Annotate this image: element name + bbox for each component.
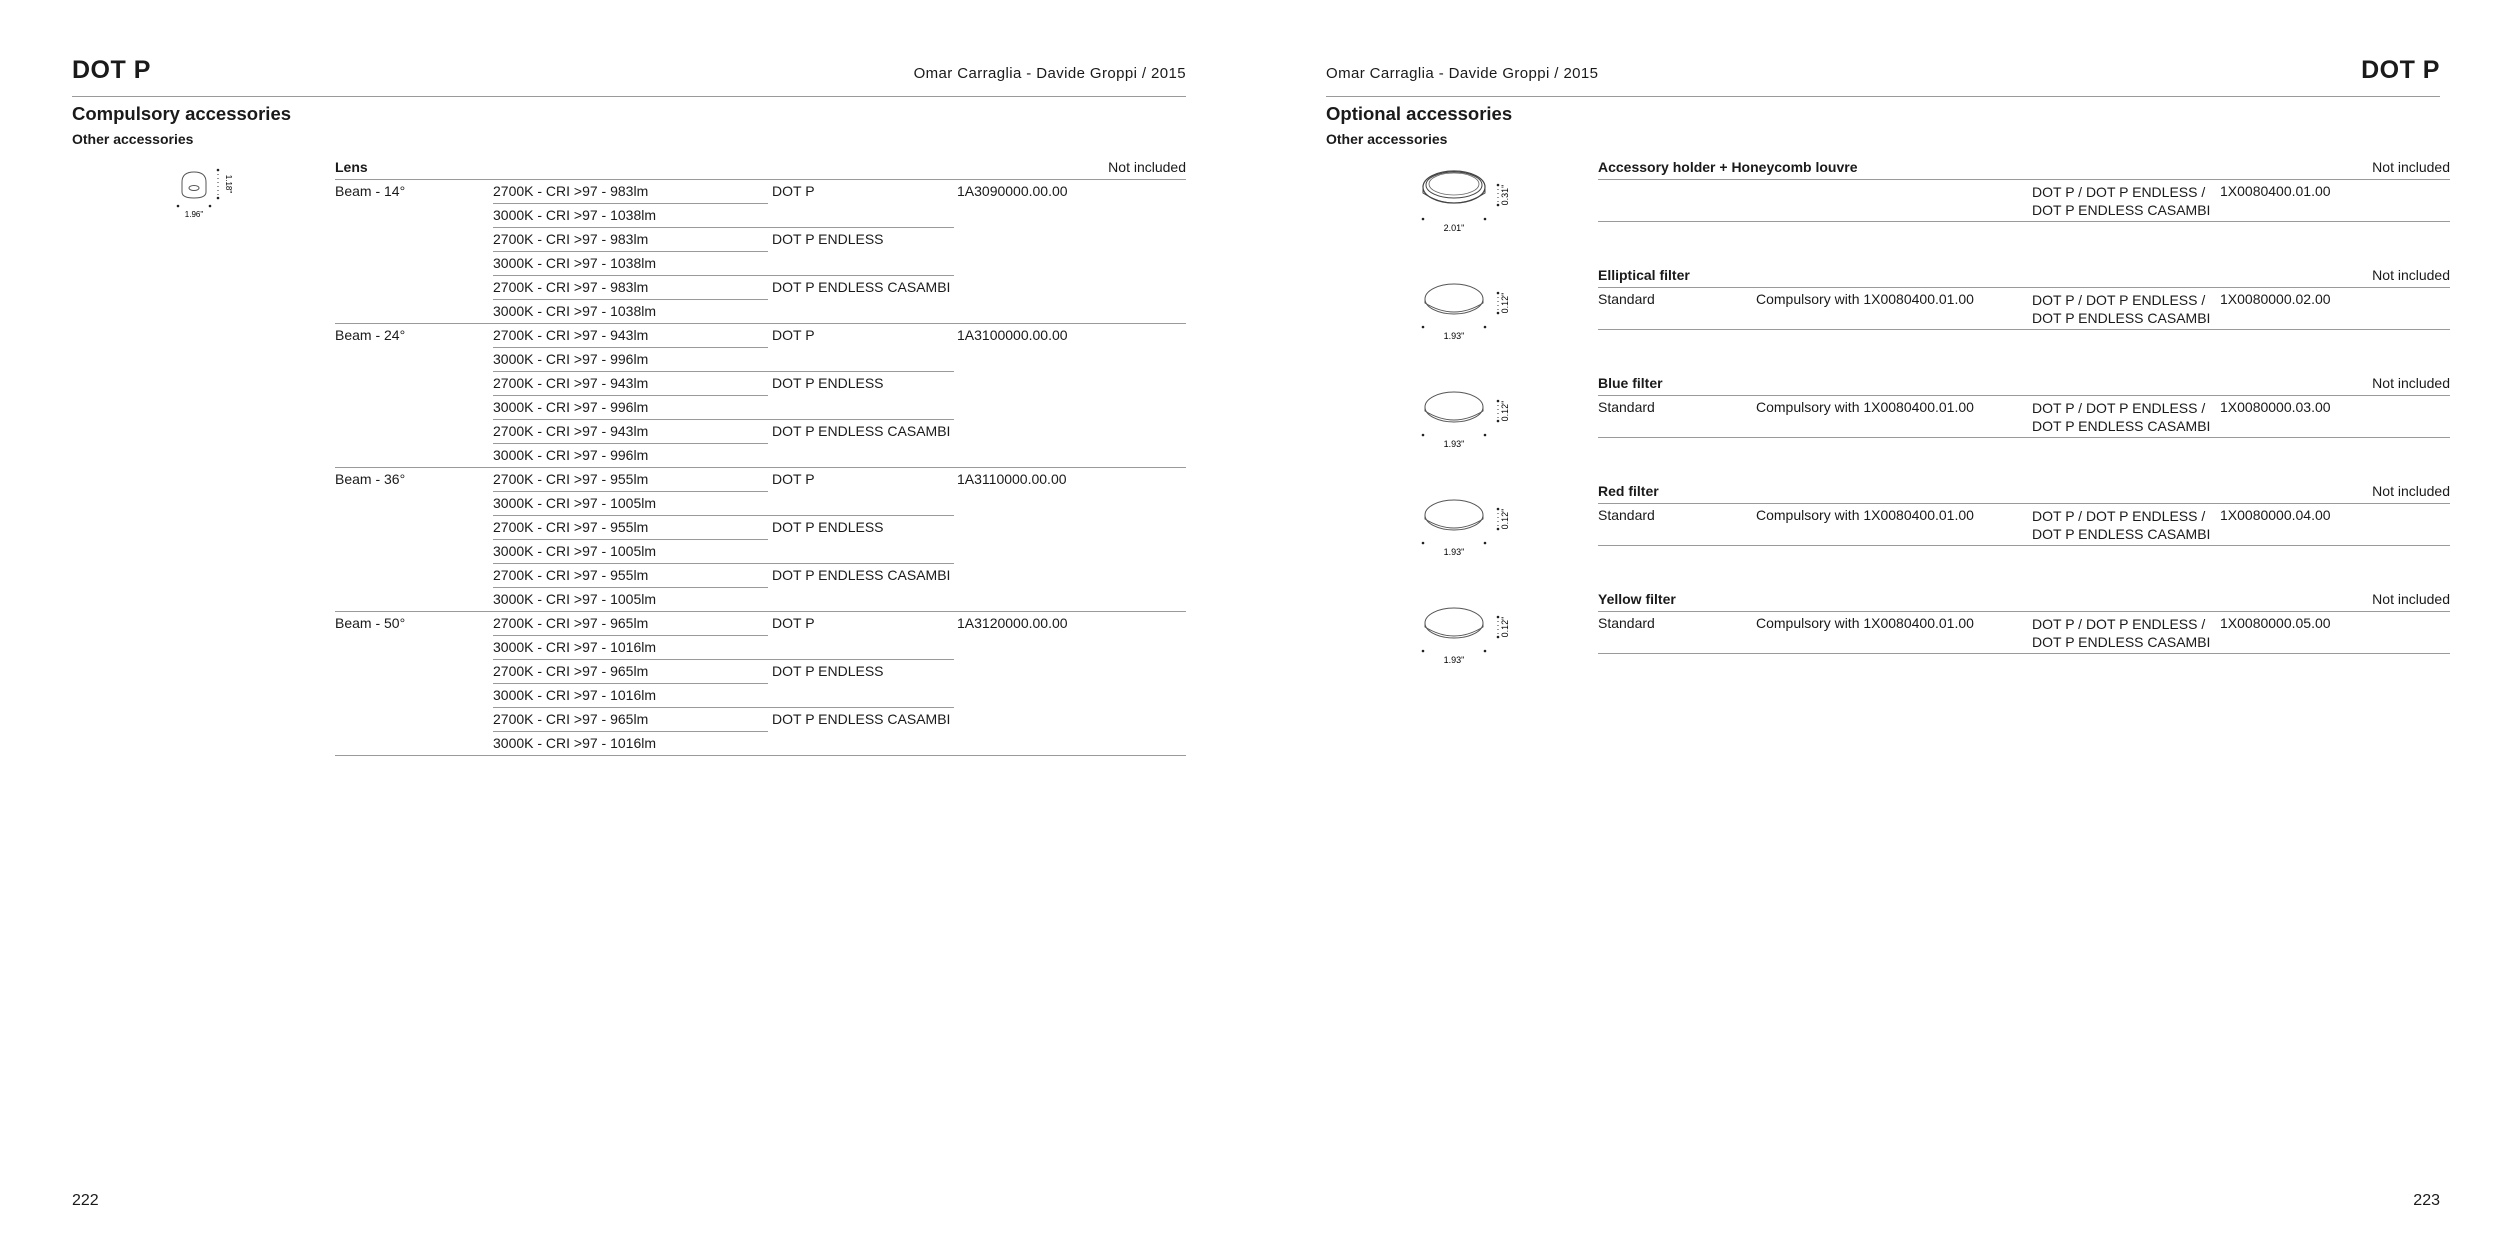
header-divider	[72, 96, 1186, 97]
lumen-row	[493, 180, 768, 204]
header-divider	[1326, 96, 2440, 97]
lumen-row	[493, 468, 768, 492]
lumen-row	[493, 444, 768, 467]
lumen-value: 3000K - CRI >97 - 1038lm	[493, 255, 657, 271]
accessory-row	[1598, 288, 2450, 330]
lumen-value: 2700K - CRI >97 - 965lm	[493, 615, 649, 631]
lumen-row	[493, 588, 768, 611]
accessory-row	[1598, 504, 2450, 546]
lumen-value: 3000K - CRI >97 - 996lm	[493, 399, 649, 415]
included-label: Not included	[2372, 591, 2450, 607]
lumen-value: 2700K - CRI >97 - 965lm	[493, 711, 649, 727]
lumen-row	[493, 636, 768, 660]
article-code: 1X0080400.01.00	[2220, 183, 2331, 199]
lumen-row	[493, 324, 768, 348]
lumen-value: 2700K - CRI >97 - 943lm	[493, 375, 649, 391]
accessory-header	[1598, 481, 2450, 504]
beam-group	[335, 324, 1186, 468]
lumen-row	[493, 300, 768, 323]
lumen-value: 2700K - CRI >97 - 983lm	[493, 231, 649, 247]
accessory-products: DOT P / DOT P ENDLESS / DOT P ENDLESS CASAMBI	[2032, 400, 2211, 434]
lumen-row	[493, 732, 768, 755]
accessory-title: Blue filter	[1598, 375, 1663, 391]
lumen-row	[493, 252, 768, 276]
lumen-value: 3000K - CRI >97 - 1005lm	[493, 591, 657, 607]
lumen-value: 3000K - CRI >97 - 1016lm	[493, 639, 657, 655]
accessory-variant: Standard	[1598, 615, 1655, 631]
lumen-row	[493, 564, 768, 588]
product-name: DOT P ENDLESS	[772, 231, 884, 247]
accessory-table	[1598, 265, 2450, 330]
article-code: 1A3090000.00.00	[957, 183, 1068, 199]
product-cell	[768, 420, 954, 467]
beam-label: Beam - 36°	[335, 471, 406, 487]
product-name: DOT P ENDLESS CASAMBI	[772, 711, 951, 727]
lens-drawing	[170, 160, 250, 226]
accessory-table	[1598, 373, 2450, 438]
lumen-value: 3000K - CRI >97 - 1016lm	[493, 735, 657, 751]
lens-table-title: Lens	[335, 159, 368, 175]
lumen-value: 2700K - CRI >97 - 943lm	[493, 423, 649, 439]
drawing-height-label: 0.12"	[1500, 400, 1510, 422]
accessory-variant: Standard	[1598, 291, 1655, 307]
filter-drawing	[1410, 271, 1520, 345]
lumen-row	[493, 396, 768, 420]
lumen-row	[493, 540, 768, 564]
accessory-table	[1598, 589, 2450, 654]
lumen-row	[493, 612, 768, 636]
lumen-value: 2700K - CRI >97 - 955lm	[493, 471, 649, 487]
accessory-row	[1598, 396, 2450, 438]
accessory-compatibility: Compulsory with 1X0080400.01.00	[1756, 399, 1974, 415]
product-name: DOT P	[772, 471, 815, 487]
article-code: 1A3110000.00.00	[957, 471, 1067, 487]
lens-table-header	[335, 157, 1186, 180]
accessory-variant: Standard	[1598, 399, 1655, 415]
accessory-table	[1598, 481, 2450, 546]
brand-title: DOT P	[2361, 56, 2440, 84]
drawing-width-label: 2.01"	[1443, 223, 1465, 233]
article-code: 1X0080000.02.00	[2220, 291, 2331, 307]
product-name: DOT P	[772, 615, 815, 631]
lumen-row	[493, 276, 768, 300]
product-cell	[768, 180, 954, 228]
beam-group	[335, 180, 1186, 324]
accessory-title: Red filter	[1598, 483, 1659, 499]
product-cell	[768, 372, 954, 420]
product-name: DOT P	[772, 183, 815, 199]
product-name: DOT P ENDLESS	[772, 375, 884, 391]
accessory-compatibility: Compulsory with 1X0080400.01.00	[1756, 507, 1974, 523]
lumen-value: 3000K - CRI >97 - 996lm	[493, 447, 649, 463]
lumen-value: 2700K - CRI >97 - 983lm	[493, 279, 649, 295]
accessory-products: DOT P / DOT P ENDLESS / DOT P ENDLESS CASAMBI	[2032, 184, 2211, 218]
article-code: 1X0080000.05.00	[2220, 615, 2331, 631]
product-cell	[768, 276, 954, 323]
lumen-value: 2700K - CRI >97 - 955lm	[493, 519, 649, 535]
product-name: DOT P ENDLESS	[772, 519, 884, 535]
page-number: 222	[72, 1192, 99, 1209]
beam-group	[335, 612, 1186, 756]
sub-title: Other accessories	[1326, 131, 1448, 147]
lumen-value: 2700K - CRI >97 - 983lm	[493, 183, 649, 199]
article-code: 1A3100000.00.00	[957, 327, 1068, 343]
lumen-value: 3000K - CRI >97 - 1038lm	[493, 207, 657, 223]
drawing-width-label: 1.93"	[1443, 655, 1465, 665]
designer-credit: Omar Carraglia - Davide Groppi / 2015	[1326, 65, 1599, 82]
page-number: 223	[2413, 1192, 2440, 1209]
lumen-row	[493, 420, 768, 444]
beam-label: Beam - 24°	[335, 327, 406, 343]
accessory-variant: Standard	[1598, 507, 1655, 523]
lens-height-label: 1.18"	[224, 174, 233, 194]
filter-drawing	[1410, 487, 1520, 561]
lumen-value: 2700K - CRI >97 - 955lm	[493, 567, 649, 583]
lens-table	[335, 157, 1186, 756]
included-label: Not included	[2372, 483, 2450, 499]
accessory-products: DOT P / DOT P ENDLESS / DOT P ENDLESS CASAMBI	[2032, 508, 2211, 542]
product-cell	[768, 468, 954, 516]
product-name: DOT P ENDLESS CASAMBI	[772, 279, 951, 295]
lumen-row	[493, 348, 768, 372]
lumen-value: 2700K - CRI >97 - 943lm	[493, 327, 649, 343]
lumen-value: 2700K - CRI >97 - 965lm	[493, 663, 649, 679]
beam-label: Beam - 50°	[335, 615, 406, 631]
product-cell	[768, 516, 954, 564]
accessory-table	[1598, 157, 2450, 222]
sub-title: Other accessories	[72, 131, 194, 147]
accessory-compatibility: Compulsory with 1X0080400.01.00	[1756, 615, 1974, 631]
lumen-value: 3000K - CRI >97 - 1038lm	[493, 303, 657, 319]
lumen-row	[493, 660, 768, 684]
section-title: Optional accessories	[1326, 103, 1513, 124]
product-cell	[768, 324, 954, 372]
designer-credit: Omar Carraglia - Davide Groppi / 2015	[913, 65, 1186, 82]
accessory-title: Elliptical filter	[1598, 267, 1690, 283]
article-code: 1A3120000.00.00	[957, 615, 1068, 631]
accessory-compatibility: Compulsory with 1X0080400.01.00	[1756, 291, 1974, 307]
lumen-row	[493, 708, 768, 732]
included-label: Not included	[2372, 375, 2450, 391]
drawing-height-label: 0.12"	[1500, 616, 1510, 638]
drawing-width-label: 1.93"	[1443, 331, 1465, 341]
lumen-row	[493, 204, 768, 228]
drawing-height-label: 0.12"	[1500, 508, 1510, 530]
product-name: DOT P	[772, 327, 815, 343]
brand-title: DOT P	[72, 56, 151, 84]
product-cell	[768, 228, 954, 276]
included-label: Not included	[2372, 159, 2450, 175]
accessory-products: DOT P / DOT P ENDLESS / DOT P ENDLESS CASAMBI	[2032, 292, 2211, 326]
lumen-row	[493, 492, 768, 516]
lens-width-label: 1.96"	[184, 210, 204, 219]
included-label: Not included	[1108, 159, 1186, 175]
product-name: DOT P ENDLESS	[772, 663, 884, 679]
product-name: DOT P ENDLESS CASAMBI	[772, 423, 951, 439]
drawing-width-label: 1.93"	[1443, 439, 1465, 449]
accessory-holder-drawing	[1410, 163, 1520, 237]
lumen-row	[493, 516, 768, 540]
lumen-value: 3000K - CRI >97 - 1005lm	[493, 543, 657, 559]
drawing-width-label: 1.93"	[1443, 547, 1465, 557]
accessory-title: Accessory holder + Honeycomb louvre	[1598, 159, 1858, 175]
product-cell	[768, 708, 954, 755]
accessory-row	[1598, 612, 2450, 654]
included-label: Not included	[2372, 267, 2450, 283]
accessory-header	[1598, 373, 2450, 396]
product-cell	[768, 660, 954, 708]
accessory-products: DOT P / DOT P ENDLESS / DOT P ENDLESS CASAMBI	[2032, 616, 2211, 650]
lumen-value: 3000K - CRI >97 - 1016lm	[493, 687, 657, 703]
beam-group	[335, 468, 1186, 612]
product-cell	[768, 612, 954, 660]
filter-drawing	[1410, 595, 1520, 669]
accessory-title: Yellow filter	[1598, 591, 1676, 607]
accessory-header	[1598, 265, 2450, 288]
drawing-height-label: 0.12"	[1500, 292, 1510, 314]
accessory-row	[1598, 180, 2450, 222]
beam-label: Beam - 14°	[335, 183, 406, 199]
lumen-row	[493, 228, 768, 252]
drawing-height-label: 0.31"	[1500, 184, 1510, 206]
section-title: Compulsory accessories	[72, 103, 292, 124]
accessory-header	[1598, 589, 2450, 612]
lumen-value: 3000K - CRI >97 - 1005lm	[493, 495, 657, 511]
article-code: 1X0080000.03.00	[2220, 399, 2331, 415]
filter-drawing	[1410, 379, 1520, 453]
accessory-header	[1598, 157, 2450, 180]
product-cell	[768, 564, 954, 611]
lumen-row	[493, 684, 768, 708]
lumen-row	[493, 372, 768, 396]
article-code: 1X0080000.04.00	[2220, 507, 2331, 523]
product-name: DOT P ENDLESS CASAMBI	[772, 567, 951, 583]
lumen-value: 3000K - CRI >97 - 996lm	[493, 351, 649, 367]
